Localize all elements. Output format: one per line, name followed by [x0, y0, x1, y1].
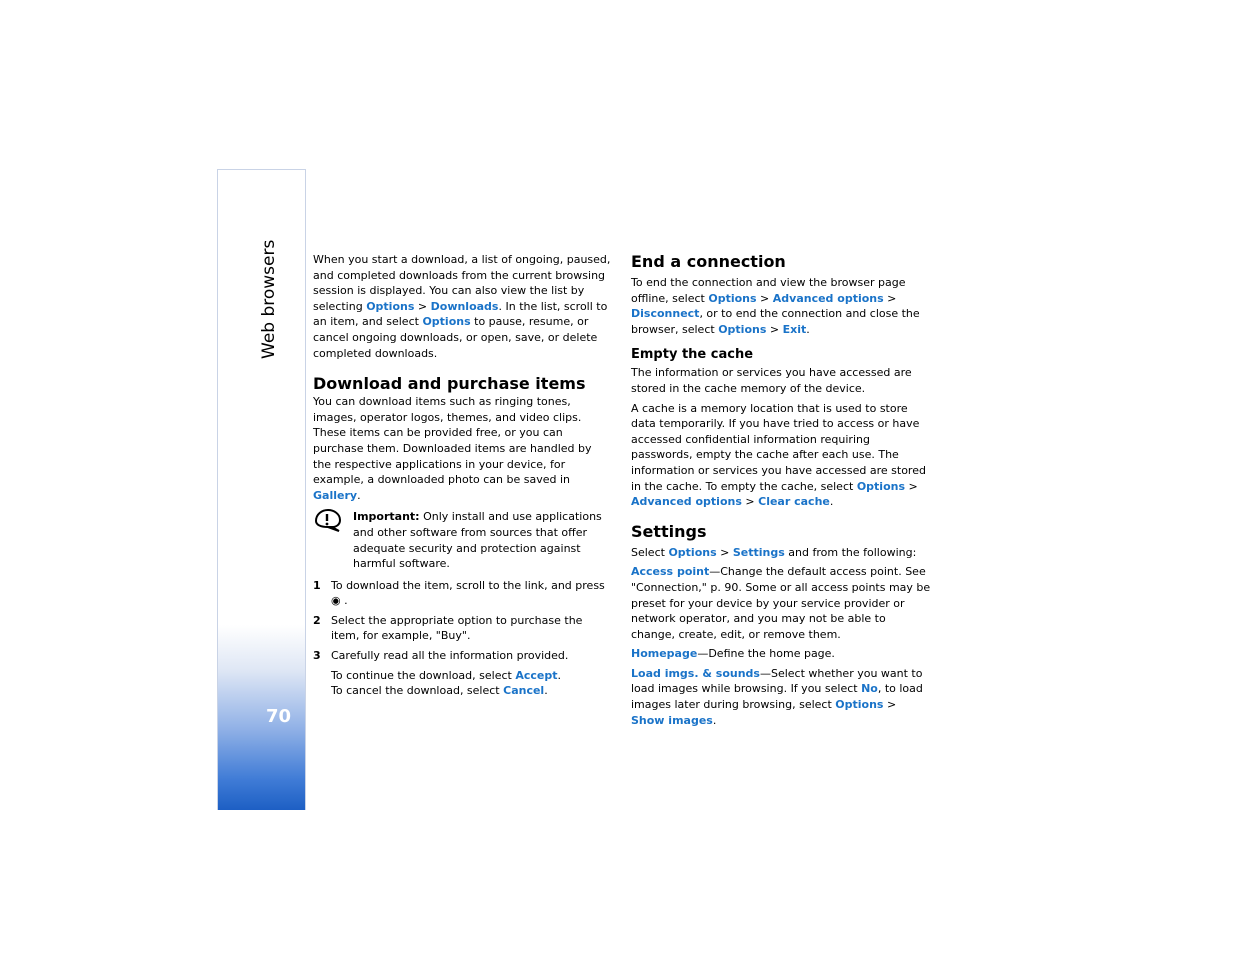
- menu-reference-link[interactable]: Downloads: [430, 299, 499, 313]
- menu-reference-link[interactable]: No: [861, 682, 878, 696]
- text-run: >: [716, 545, 733, 559]
- important-note: [313, 509, 613, 571]
- menu-reference-link[interactable]: Options: [708, 291, 757, 305]
- cancel-line: [313, 683, 613, 699]
- menu-reference-link[interactable]: Accept: [515, 668, 558, 682]
- menu-reference-link[interactable]: Advanced options: [631, 495, 742, 509]
- text-run: Select: [631, 545, 669, 559]
- page-number: 70: [266, 706, 292, 727]
- settings-heading: Settings: [631, 521, 707, 541]
- menu-reference-link[interactable]: Options: [718, 322, 767, 336]
- text-run: You can download items such as ringing tones, images, operator logos, themes, and video clips. These items can be provided free, or you can purchase them. Downloaded items are handled by the respective applications in your device, for example, a downloaded photo can be saved in: [313, 395, 592, 487]
- text-run: >: [905, 479, 918, 493]
- menu-reference-link[interactable]: Advanced options: [772, 291, 884, 305]
- text-run: >: [756, 291, 773, 305]
- homepage-setting: [631, 646, 933, 662]
- menu-reference-link[interactable]: Options: [422, 315, 471, 329]
- important-label: Important:: [353, 510, 420, 524]
- empty-cache-heading: Empty the cache: [631, 347, 754, 363]
- menu-reference-link[interactable]: Disconnect: [631, 307, 700, 321]
- text-run: .: [829, 495, 834, 509]
- section-title: Web browsers: [259, 239, 279, 359]
- intro-paragraph: [313, 252, 613, 361]
- menu-reference-link[interactable]: Options: [668, 545, 717, 559]
- text-run: .: [806, 322, 810, 336]
- text-run: To cancel the download, select: [331, 684, 504, 698]
- continue-line: [313, 668, 613, 684]
- right-column: [631, 252, 933, 728]
- step-item: 1 To download the item, scroll to the link, and press ◉ .: [313, 578, 605, 608]
- end-connection-heading: End a connection: [631, 252, 786, 271]
- access-point-setting: [631, 564, 933, 642]
- important-text: Only install and use applications and other software from sources that offer adequate security and protection against harmful software.: [353, 510, 602, 571]
- menu-reference-link[interactable]: Load imgs. & sounds: [631, 666, 760, 680]
- text-run: , or to end the connection and close the browser, select: [631, 307, 920, 336]
- text-run: . In the list, scroll to an item, and select: [313, 299, 608, 329]
- menu-reference-link[interactable]: Settings: [732, 545, 785, 559]
- text-run: >: [414, 299, 431, 313]
- text-run: >: [883, 698, 897, 712]
- load-images-setting: [631, 666, 933, 728]
- menu-reference-link[interactable]: Options: [835, 698, 884, 712]
- download-paragraph: [313, 394, 613, 503]
- text-run: >: [741, 495, 759, 509]
- text-run: .: [544, 684, 548, 698]
- menu-reference-link[interactable]: Cancel: [503, 684, 545, 698]
- menu-reference-link[interactable]: Options: [856, 479, 906, 493]
- step-item: 2 Select the appropriate option to purchase the item, for example, "Buy".: [313, 613, 583, 643]
- text-run: >: [766, 322, 783, 336]
- steps-list: [313, 578, 613, 664]
- text-run: A cache is a memory location that is used to store data temporarily. If you have tried to access or have accessed confidential information requiring passwords, empty the cache after each use. The information or services you have accessed are stored in the cache. To empty the cache, select: [631, 401, 926, 493]
- text-run: .: [357, 488, 361, 502]
- download-heading: Download and purchase items: [313, 374, 586, 394]
- text-run: To continue the download, select: [331, 668, 516, 682]
- menu-reference-link[interactable]: Gallery: [313, 488, 358, 502]
- menu-reference-link[interactable]: Access point: [631, 565, 710, 579]
- text-run: to pause, resume, or cancel ongoing downloads, or open, save, or delete completed downloads.: [313, 315, 598, 360]
- step-item: 3 Carefully read all the information provided.: [313, 649, 569, 663]
- text-run: >: [883, 291, 897, 305]
- menu-reference-link[interactable]: Homepage: [631, 647, 698, 661]
- cache-paragraph-2: [631, 401, 933, 510]
- text-run: , to load images later during browsing, select: [631, 682, 923, 712]
- left-column: [313, 252, 613, 699]
- text-run: When you start a download, a list of ongoing, paused, and completed downloads from the current browsing session is displayed. You can also view the list by selecting: [313, 253, 611, 313]
- text-run: —Change the default access point. See "Connection," p. 90. Some or all access points may be preset for your device by your service provider or network operator, and you may not be able to change, create, edit, or remove them.: [631, 565, 931, 641]
- text-run: —Define the home page.: [697, 647, 835, 661]
- text-run: To end the connection and view the browser page offline, select: [631, 276, 906, 305]
- text-run: .: [712, 713, 717, 727]
- text-run: and from the following:: [784, 545, 917, 559]
- cache-paragraph-1: [631, 365, 933, 396]
- menu-reference-link[interactable]: Exit: [782, 322, 807, 336]
- text-run: .: [557, 668, 561, 682]
- settings-intro: [631, 545, 933, 561]
- menu-reference-link[interactable]: Show images: [631, 713, 713, 727]
- end-connection-paragraph: [631, 275, 933, 337]
- important-icon: [313, 508, 343, 532]
- text-run: —Select whether you want to load images while browsing. If you select: [631, 666, 923, 696]
- menu-reference-link[interactable]: Options: [366, 299, 415, 313]
- menu-reference-link[interactable]: Clear cache: [758, 495, 830, 509]
- text-run: The information or services you have accessed are stored in the cache memory of the device.: [631, 366, 912, 395]
